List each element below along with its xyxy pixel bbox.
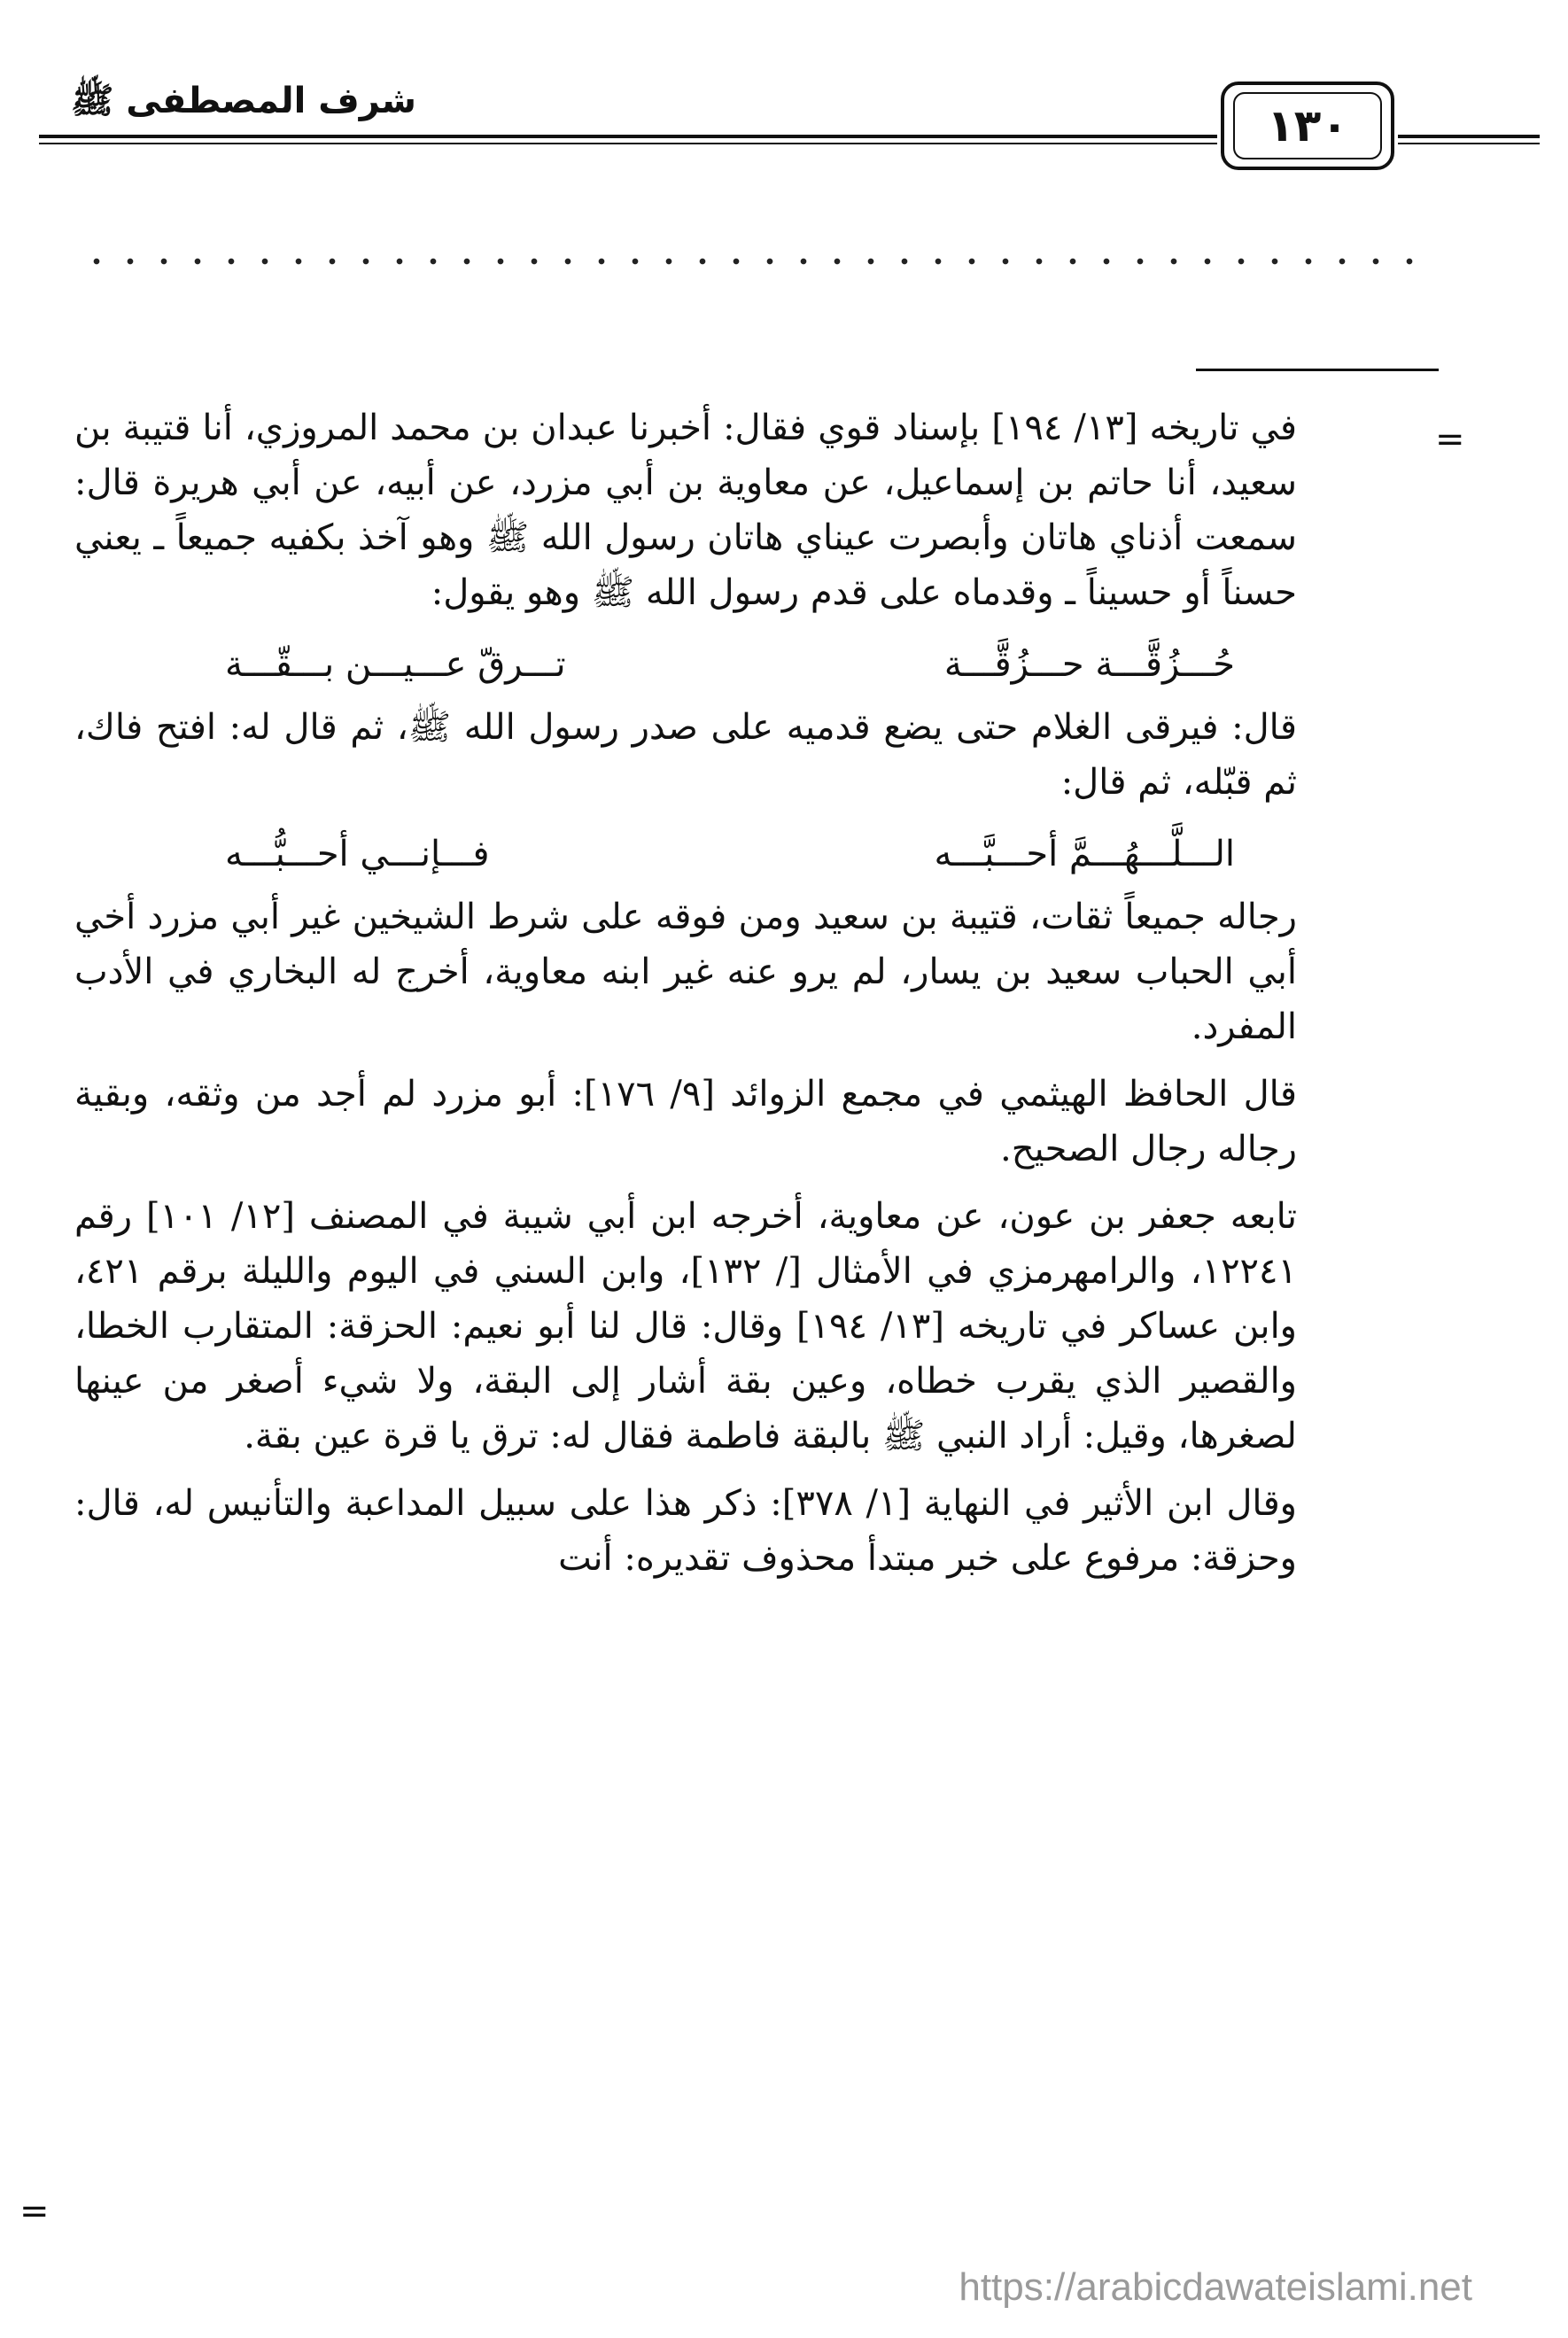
footnote-paragraph: قال: فيرقى الغلام حتى يضع قدميه على صدر رسول الله ﷺ، ثم قال له: افتح فاك، ثم قبّله، ثم قال:: [74, 707, 1297, 803]
running-title: شرف المصطفى ﷺ: [70, 81, 416, 121]
poem-verse: [74, 633, 1297, 700]
footnote-text: [74, 400, 1297, 1598]
page-number-frame: [1221, 82, 1394, 170]
verse-right-hemistich: حُـــزُقَّـــة حـــزُقَّـــة: [943, 644, 1235, 685]
poem-verse: [74, 822, 1297, 889]
footnote-paragraph: وقال ابن الأثير في النهاية [١/ ٣٧٨]: ذكر هذا على سبيل المداعبة والتأنيس له، قال: وحزقة: مرفوع على خبر مبتدأ محذوف تقديره: أنت: [74, 1483, 1297, 1579]
dotted-separator: [80, 248, 1426, 275]
footnote-paragraph: رجاله جميعاً ثقات، قتيبة بن سعيد ومن فوقه على شرط الشيخين غير أبي مزرد أخي أبي الحباب سعيد بن يسار، لم يرو عنه غير ابنه معاوية، أخرج له البخاري في الأدب المفرد.: [74, 897, 1297, 1047]
footnote-separator-rule: [1196, 369, 1439, 371]
footnote-continuation-mark-bottom: =: [19, 2191, 50, 2232]
header-rule: [1398, 143, 1540, 144]
footnote-paragraph: تابعه جعفر بن عون، عن معاوية، أخرجه ابن أبي شيبة في المصنف [١٢/ ١٠١] رقم ١٢٢٤١، والرامهرمزي في الأمثال [/ ١٣٢]، وابن السني في اليوم والليلة برقم ٤٢١، وابن عساكر في تاريخه [١٣/ ١٩٤] وقال: قال لنا أبو نعيم: الحزقة: المتقارب الخطا، والقصير الذي يقرب خطاه، وعين بقة أشار إلى البقة، ولا شيء أصغر من عينها لصغرها، وقيل: أراد النبي ﷺ بالبقة فاطمة فقال له: ترق يا قرة عين بقة.: [74, 1196, 1297, 1456]
page-number: ١٣٠: [1267, 100, 1348, 151]
header-rule: [39, 143, 1217, 144]
footnote-continuation-mark-top: =: [1435, 419, 1465, 460]
footnote-paragraph: قال الحافظ الهيثمي في مجمع الزوائد [٩/ ١٧٦]: أبو مزرد لم أجد من وثقه، وبقية رجاله رجال الصحيح.: [74, 1074, 1297, 1169]
verse-left-hemistich: فـــإنـــي أحـــبُّـــه: [225, 834, 490, 874]
footnote-paragraph: في تاريخه [١٣/ ١٩٤] بإسناد قوي فقال: أخبرنا عبدان بن محمد المروزي، أنا قتيبة بن سعيد، أنا حاتم بن إسماعيل، عن معاوية بن أبي مزرد، عن أبيه، عن أبي هريرة قال: سمعت أذناي هاتان وأبصرت عيناي هاتان رسول الله ﷺ وهو آخذ بكفيه جميعاً ـ يعني حسناً أو حسيناً ـ وقدماه على قدم رسول الله ﷺ وهو يقول:: [74, 408, 1297, 613]
header-rule: [1398, 135, 1540, 138]
watermark-url: https://arabicdawateislami.net: [959, 2265, 1472, 2309]
verse-left-hemistich: تـــرقّ عـــيـــن بـــقّـــة: [225, 644, 566, 685]
page-number-inner-frame: [1233, 92, 1382, 159]
header-rule: [39, 135, 1217, 138]
verse-right-hemistich: الـــلَّـــهُـــمَّ أحـــبَّـــه: [934, 834, 1235, 874]
